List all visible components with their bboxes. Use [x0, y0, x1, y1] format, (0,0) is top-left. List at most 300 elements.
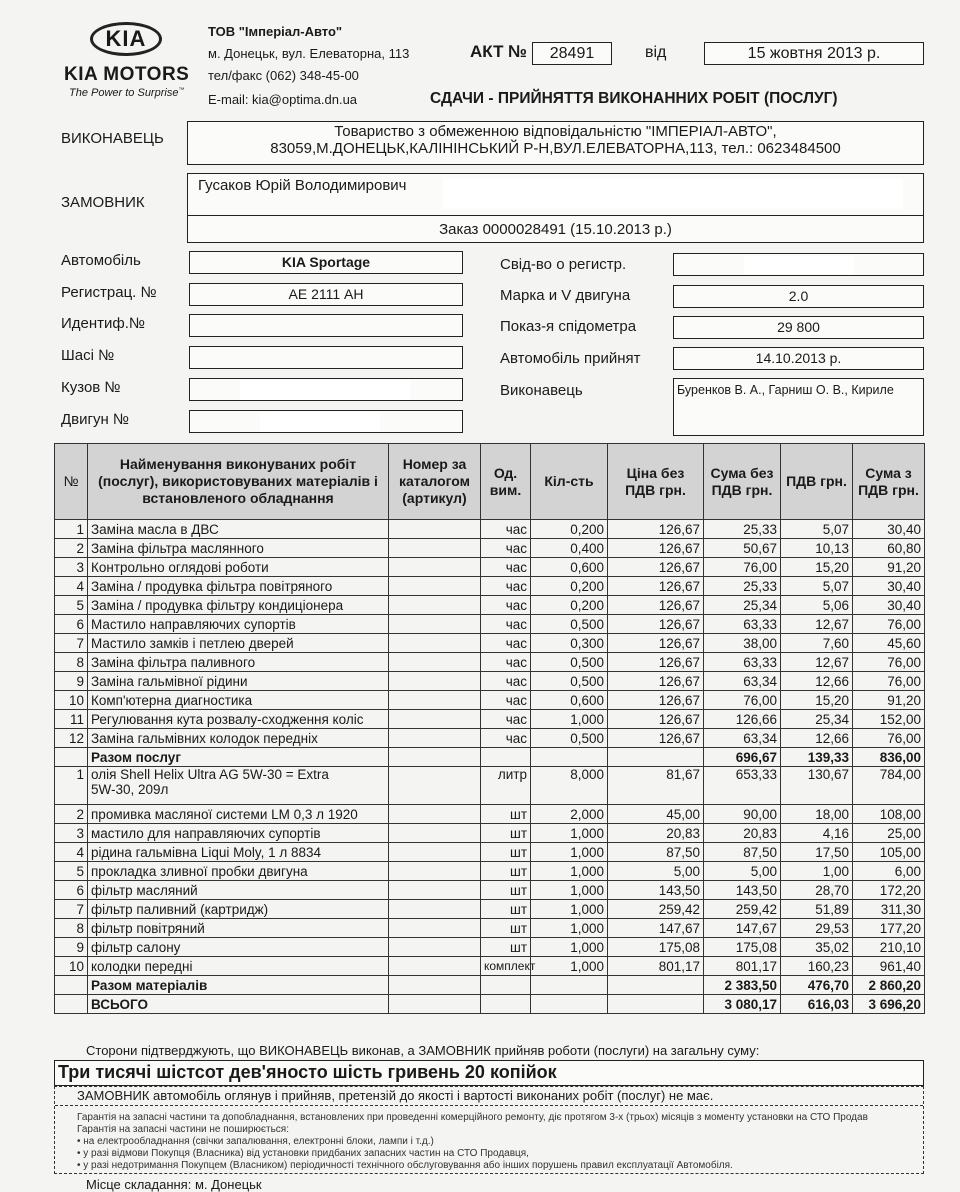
row-sum: 653,33 [704, 767, 781, 805]
row-no [55, 976, 88, 995]
row-price: 175,08 [608, 938, 704, 957]
row-price: 87,50 [608, 843, 704, 862]
row-unit: шт [481, 824, 531, 843]
row-vat: 1,00 [781, 862, 853, 881]
amount-words: Три тисячі шістсот дев'яносто шість гривень 20 копійок [58, 1062, 557, 1082]
row-total: 76,00 [853, 729, 925, 748]
row-catalog [389, 995, 481, 1014]
row-total: 172,20 [853, 881, 925, 900]
row-sum: 20,83 [704, 824, 781, 843]
table-row [55, 767, 925, 805]
row-sum: 259,42 [704, 900, 781, 919]
document-subtitle: СДАЧИ - ПРИЙНЯТТЯ ВИКОНАННИХ РОБІТ (ПОСЛУГ) [430, 90, 838, 107]
row-vat: 5,07 [781, 577, 853, 596]
total-sum: 696,67 [704, 748, 781, 767]
row-unit: литр [481, 767, 531, 805]
row-total: 177,20 [853, 919, 925, 938]
warranty-line-3: • на електрообладнання (свічки запалювання, електронні блоки, лампи і т.д.) [77, 1136, 434, 1147]
row-catalog [389, 615, 481, 634]
row-qty: 1,000 [531, 824, 608, 843]
row-name-text: промивка масляної системи LM 0,3 л 1920 [91, 806, 358, 822]
table-row [55, 919, 925, 938]
row-total: 91,20 [853, 691, 925, 710]
engine-value [189, 410, 463, 433]
row-qty: 0,500 [531, 653, 608, 672]
row-total: 961,40 [853, 957, 925, 976]
row-sum: 143,50 [704, 881, 781, 900]
row-no: 2 [55, 805, 88, 824]
engine-model-value: 2.0 [673, 285, 924, 308]
row-no: 3 [55, 558, 88, 577]
table-row [55, 691, 925, 710]
row-catalog [389, 710, 481, 729]
total-vat: 616,03 [781, 995, 853, 1014]
car-label: Автомобіль [61, 252, 141, 269]
row-sum: 87,50 [704, 843, 781, 862]
body-label: Кузов № [61, 379, 121, 396]
customer-order: Заказ 0000028491 (15.10.2013 р.) [439, 221, 672, 238]
customer-box [187, 173, 924, 243]
row-price: 126,67 [608, 615, 704, 634]
row-vat: 5,07 [781, 520, 853, 539]
row-name-text: прокладка зливної пробки двигуна [91, 863, 308, 879]
row-qty: 1,000 [531, 900, 608, 919]
row-price [608, 748, 704, 767]
col-total: Сума з ПДВ грн. [853, 444, 925, 520]
col-qty: Кіл-сть [531, 444, 608, 520]
row-qty: 1,000 [531, 957, 608, 976]
slogan: The Power to Surprise™ [69, 87, 185, 99]
col-sum: Сума без ПДВ грн. [704, 444, 781, 520]
company-name: ТОВ "Імперіал-Авто" [208, 24, 343, 39]
row-total: 45,60 [853, 634, 925, 653]
kia-logo: KIA [90, 22, 162, 56]
row-sum: 63,33 [704, 615, 781, 634]
chassis-value [189, 346, 463, 369]
row-vat: 10,13 [781, 539, 853, 558]
brand-name: KIA MOTORS [64, 64, 190, 85]
row-unit: комплект [481, 957, 531, 976]
row-unit [481, 748, 531, 767]
act-label: АКТ № [470, 42, 528, 61]
table-row [55, 653, 925, 672]
row-qty: 0,400 [531, 539, 608, 558]
row-catalog [389, 767, 481, 805]
row-name [88, 805, 389, 824]
table-row [55, 558, 925, 577]
row-vat: 7,60 [781, 634, 853, 653]
row-unit: час [481, 577, 531, 596]
row-catalog [389, 919, 481, 938]
col-name: Найменування виконуваних робіт (послуг), використовуваних матеріалів і встановленого обладнання [88, 444, 389, 520]
row-sum: 50,67 [704, 539, 781, 558]
row-no: 10 [55, 957, 88, 976]
col-catalog: Номер за каталогом (артикул) [389, 444, 481, 520]
row-price [608, 995, 704, 1014]
row-no: 11 [55, 710, 88, 729]
row-total: 6,00 [853, 862, 925, 881]
table-row [55, 843, 925, 862]
accepted-label: Автомобіль прийнят [500, 350, 641, 367]
row-total: 108,00 [853, 805, 925, 824]
row-name [88, 520, 389, 539]
row-name [88, 577, 389, 596]
row-sum: 63,33 [704, 653, 781, 672]
terms-box [54, 1086, 924, 1174]
confirm-text: Сторони підтверджують, що ВИКОНАВЕЦЬ виконав, а ЗАМОВНИК прийняв роботи (послуги) на загальну суму: [86, 1043, 760, 1058]
row-unit: шт [481, 900, 531, 919]
no-claims-text: ЗАМОВНИК автомобіль оглянув і прийняв, претензій до якості і вартості виконаних робіт (послуг) не має. [77, 1088, 714, 1103]
row-vat: 12,67 [781, 653, 853, 672]
company-address: м. Донецьк, вул. Елеваторна, 113 [208, 46, 410, 61]
car-value: KIA Sportage [189, 251, 463, 274]
row-total: 76,00 [853, 615, 925, 634]
row-price: 126,67 [608, 558, 704, 577]
amount-box [54, 1060, 924, 1086]
row-price [608, 976, 704, 995]
row-vat: 51,89 [781, 900, 853, 919]
row-name [88, 558, 389, 577]
row-catalog [389, 957, 481, 976]
row-price: 20,83 [608, 824, 704, 843]
table-row [55, 824, 925, 843]
table-row [55, 634, 925, 653]
warranty-line-4: • у разі відмови Покупця (Власника) від установки придбаних запасних частин на СТО Продавця, [77, 1148, 529, 1159]
warranty-line-5: • у разі недотримання Покупцем (Власником) періодичності технічного обслуговування або інших порушень правил експлуатації Автомобіля. [77, 1160, 733, 1171]
table-row [55, 710, 925, 729]
body-value [189, 378, 463, 401]
row-no: 5 [55, 862, 88, 881]
row-unit: шт [481, 938, 531, 957]
row-name-text: рідина гальмівна Liqui Moly, 1 л 8834 [91, 844, 322, 860]
works-table [54, 443, 925, 1014]
redacted-block [744, 256, 854, 274]
row-name [88, 957, 389, 976]
row-total: 30,40 [853, 520, 925, 539]
row-name-text: мастило для направляючих супортів [91, 825, 321, 841]
row-name-text: колодки передні [91, 958, 193, 974]
row-unit: час [481, 672, 531, 691]
row-qty: 0,600 [531, 691, 608, 710]
row-price: 45,00 [608, 805, 704, 824]
chassis-label: Шасі № [61, 347, 115, 364]
row-name [88, 938, 389, 957]
row-name-text: фільтр масляний [91, 882, 198, 898]
table-row [55, 805, 925, 824]
row-catalog [389, 805, 481, 824]
row-catalog [389, 862, 481, 881]
row-sum: 175,08 [704, 938, 781, 957]
row-price: 126,67 [608, 520, 704, 539]
total-row [55, 748, 925, 767]
row-price: 126,67 [608, 729, 704, 748]
row-unit: шт [481, 843, 531, 862]
row-name [88, 615, 389, 634]
row-catalog [389, 520, 481, 539]
row-unit [481, 995, 531, 1014]
row-total: 76,00 [853, 672, 925, 691]
reg-value: АЕ 2111 АН [189, 283, 463, 306]
row-qty: 0,300 [531, 634, 608, 653]
row-total: 60,80 [853, 539, 925, 558]
table-row [55, 900, 925, 919]
odometer-label: Показ-я спідометра [500, 318, 637, 335]
row-no: 8 [55, 919, 88, 938]
row-vat: 5,06 [781, 596, 853, 615]
row-unit: шт [481, 805, 531, 824]
row-qty: 0,200 [531, 596, 608, 615]
row-name-text: Заміна фільтра паливного [91, 654, 256, 670]
row-name-text: Комп'ютерна диагностика [91, 692, 253, 708]
executor-line-2: 83059,М.ДОНЕЦЬК,КАЛІНІНСЬКИЙ Р-Н,ВУЛ.ЕЛЕВАТОРНА,113, тел.: 0623484500 [270, 140, 841, 157]
row-no: 6 [55, 881, 88, 900]
col-vat: ПДВ грн. [781, 444, 853, 520]
row-total: 210,10 [853, 938, 925, 957]
table-row [55, 862, 925, 881]
place-text: Місце складання: м. Донецьк [86, 1177, 262, 1192]
row-total: 30,40 [853, 596, 925, 615]
row-total: 152,00 [853, 710, 925, 729]
total-row [55, 976, 925, 995]
row-no: 12 [55, 729, 88, 748]
row-no: 6 [55, 615, 88, 634]
odometer-value: 29 800 [673, 316, 924, 339]
row-name [88, 881, 389, 900]
table-row [55, 672, 925, 691]
row-sum: 147,67 [704, 919, 781, 938]
row-catalog [389, 748, 481, 767]
row-qty [531, 995, 608, 1014]
row-catalog [389, 843, 481, 862]
row-total: 76,00 [853, 653, 925, 672]
row-vat: 18,00 [781, 805, 853, 824]
row-catalog [389, 900, 481, 919]
row-catalog [389, 596, 481, 615]
row-unit: час [481, 691, 531, 710]
row-price: 126,67 [608, 577, 704, 596]
row-qty: 0,500 [531, 615, 608, 634]
performer-label: Виконавець [500, 382, 583, 399]
row-catalog [389, 577, 481, 596]
row-sum: 801,17 [704, 957, 781, 976]
row-price: 126,67 [608, 634, 704, 653]
engine-model-label: Марка и V двигуна [500, 287, 631, 304]
row-price: 126,67 [608, 691, 704, 710]
row-unit: час [481, 539, 531, 558]
row-sum: 25,33 [704, 577, 781, 596]
company-phone: тел/факс (062) 348-45-00 [208, 68, 359, 83]
row-no: 7 [55, 900, 88, 919]
row-catalog [389, 539, 481, 558]
row-vat: 25,34 [781, 710, 853, 729]
row-price: 126,67 [608, 710, 704, 729]
accepted-value: 14.10.2013 р. [673, 347, 924, 370]
company-email: E-mail: kia@optima.dn.ua [208, 92, 358, 107]
row-no: 10 [55, 691, 88, 710]
row-total: 784,00 [853, 767, 925, 805]
row-qty [531, 976, 608, 995]
executor-line-1: Товариство з обмеженною відповідальністю "ІМПЕРІАЛ-АВТО", [334, 123, 777, 140]
row-unit: час [481, 520, 531, 539]
cert-value [673, 253, 924, 276]
row-price: 147,67 [608, 919, 704, 938]
row-sum: 126,66 [704, 710, 781, 729]
row-name-text-2: 5W-30, 209л [91, 782, 169, 797]
row-price: 801,17 [608, 957, 704, 976]
row-qty: 1,000 [531, 919, 608, 938]
row-catalog [389, 672, 481, 691]
row-catalog [389, 634, 481, 653]
row-name [88, 672, 389, 691]
redacted-block [240, 380, 410, 400]
col-no: № [55, 444, 88, 520]
row-total: 105,00 [853, 843, 925, 862]
row-name [88, 824, 389, 843]
table-row [55, 957, 925, 976]
table-row [55, 577, 925, 596]
row-name [88, 900, 389, 919]
warranty-line-1: Гарантія на запасні частини та допобладнання, встановлених при проведенні комерційного ремонту, діє протягом 3-х (трьох) місяців з моменту установки на СТО Продав [77, 1112, 868, 1123]
row-name-text: фільтр салону [91, 939, 181, 955]
table-row [55, 539, 925, 558]
redacted-block [443, 179, 903, 209]
row-total: 311,30 [853, 900, 925, 919]
row-name-text: Мастило направляючих супортів [91, 616, 296, 632]
row-vat: 15,20 [781, 558, 853, 577]
row-price: 259,42 [608, 900, 704, 919]
total-total: 2 860,20 [853, 976, 925, 995]
table-row [55, 615, 925, 634]
performer-value: Буренков В. А., Гарниш О. В., Кириле [673, 378, 924, 436]
total-label: ВСЬОГО [88, 995, 389, 1014]
reg-label: Регистрац. № [61, 284, 157, 301]
row-qty: 1,000 [531, 710, 608, 729]
row-qty: 1,000 [531, 843, 608, 862]
row-name [88, 862, 389, 881]
row-sum: 38,00 [704, 634, 781, 653]
total-sum: 3 080,17 [704, 995, 781, 1014]
row-qty: 0,500 [531, 729, 608, 748]
row-qty: 8,000 [531, 767, 608, 805]
row-catalog [389, 938, 481, 957]
row-name [88, 767, 389, 805]
row-vat: 160,23 [781, 957, 853, 976]
row-unit: шт [481, 862, 531, 881]
row-qty [531, 748, 608, 767]
row-price: 81,67 [608, 767, 704, 805]
row-name [88, 634, 389, 653]
row-unit: час [481, 615, 531, 634]
row-vat: 12,66 [781, 672, 853, 691]
row-vat: 29,53 [781, 919, 853, 938]
row-name [88, 691, 389, 710]
total-sum: 2 383,50 [704, 976, 781, 995]
from-label: від [645, 44, 667, 61]
row-vat: 4,16 [781, 824, 853, 843]
row-price: 126,67 [608, 539, 704, 558]
row-catalog [389, 558, 481, 577]
row-name-text: Мастило замків і петлею дверей [91, 635, 294, 651]
row-unit: час [481, 729, 531, 748]
row-name-text: Заміна / продувка фільтра повітряного [91, 578, 333, 594]
row-name-text: фільтр повітряний [91, 920, 205, 936]
row-unit: час [481, 653, 531, 672]
row-unit: шт [481, 919, 531, 938]
table-row [55, 520, 925, 539]
row-unit: шт [481, 881, 531, 900]
total-vat: 476,70 [781, 976, 853, 995]
row-catalog [389, 729, 481, 748]
row-name-text: Заміна гальмівної рідини [91, 673, 248, 689]
row-vat: 28,70 [781, 881, 853, 900]
row-unit: час [481, 634, 531, 653]
row-qty: 0,500 [531, 672, 608, 691]
table-row [55, 881, 925, 900]
row-total: 30,40 [853, 577, 925, 596]
row-sum: 76,00 [704, 558, 781, 577]
row-no: 3 [55, 824, 88, 843]
row-name-text: Заміна / продувка фільтру кондиціонера [91, 597, 344, 613]
row-name [88, 653, 389, 672]
row-no: 9 [55, 938, 88, 957]
row-vat: 15,20 [781, 691, 853, 710]
row-name [88, 919, 389, 938]
row-name-text: Заміна гальмівних колодок передніх [91, 730, 318, 746]
redacted-block [260, 412, 380, 432]
customer-label: ЗАМОВНИК [61, 194, 145, 211]
total-row [55, 995, 925, 1014]
ident-label: Идентиф.№ [61, 315, 146, 332]
ident-value [189, 314, 463, 337]
row-vat: 12,67 [781, 615, 853, 634]
row-total: 91,20 [853, 558, 925, 577]
row-name-text: Регулювання кута розвалу-сходження коліс [91, 711, 364, 727]
row-name-text: Заміна фільтра маслянного [91, 540, 264, 556]
row-vat: 12,66 [781, 729, 853, 748]
row-qty: 1,000 [531, 938, 608, 957]
row-sum: 63,34 [704, 729, 781, 748]
total-label: Разом матеріалів [88, 976, 389, 995]
row-qty: 0,600 [531, 558, 608, 577]
col-price: Ціна без ПДВ грн. [608, 444, 704, 520]
executor-label: ВИКОНАВЕЦЬ [61, 130, 164, 147]
row-qty: 0,200 [531, 520, 608, 539]
row-unit: час [481, 596, 531, 615]
row-sum: 90,00 [704, 805, 781, 824]
executor-box [187, 121, 924, 165]
row-no: 1 [55, 767, 88, 805]
engine-label: Двигун № [61, 411, 130, 428]
table-row [55, 596, 925, 615]
row-qty: 1,000 [531, 881, 608, 900]
row-unit: час [481, 558, 531, 577]
row-qty: 2,000 [531, 805, 608, 824]
row-name [88, 539, 389, 558]
table-row [55, 938, 925, 957]
row-price: 126,67 [608, 672, 704, 691]
col-unit: Од. вим. [481, 444, 531, 520]
row-no: 4 [55, 843, 88, 862]
row-no: 8 [55, 653, 88, 672]
row-catalog [389, 824, 481, 843]
act-number: 28491 [532, 42, 612, 65]
row-sum: 63,34 [704, 672, 781, 691]
row-qty: 0,200 [531, 577, 608, 596]
row-sum: 25,34 [704, 596, 781, 615]
row-name [88, 843, 389, 862]
cert-label: Свід-во о регистр. [500, 256, 627, 273]
row-catalog [389, 691, 481, 710]
